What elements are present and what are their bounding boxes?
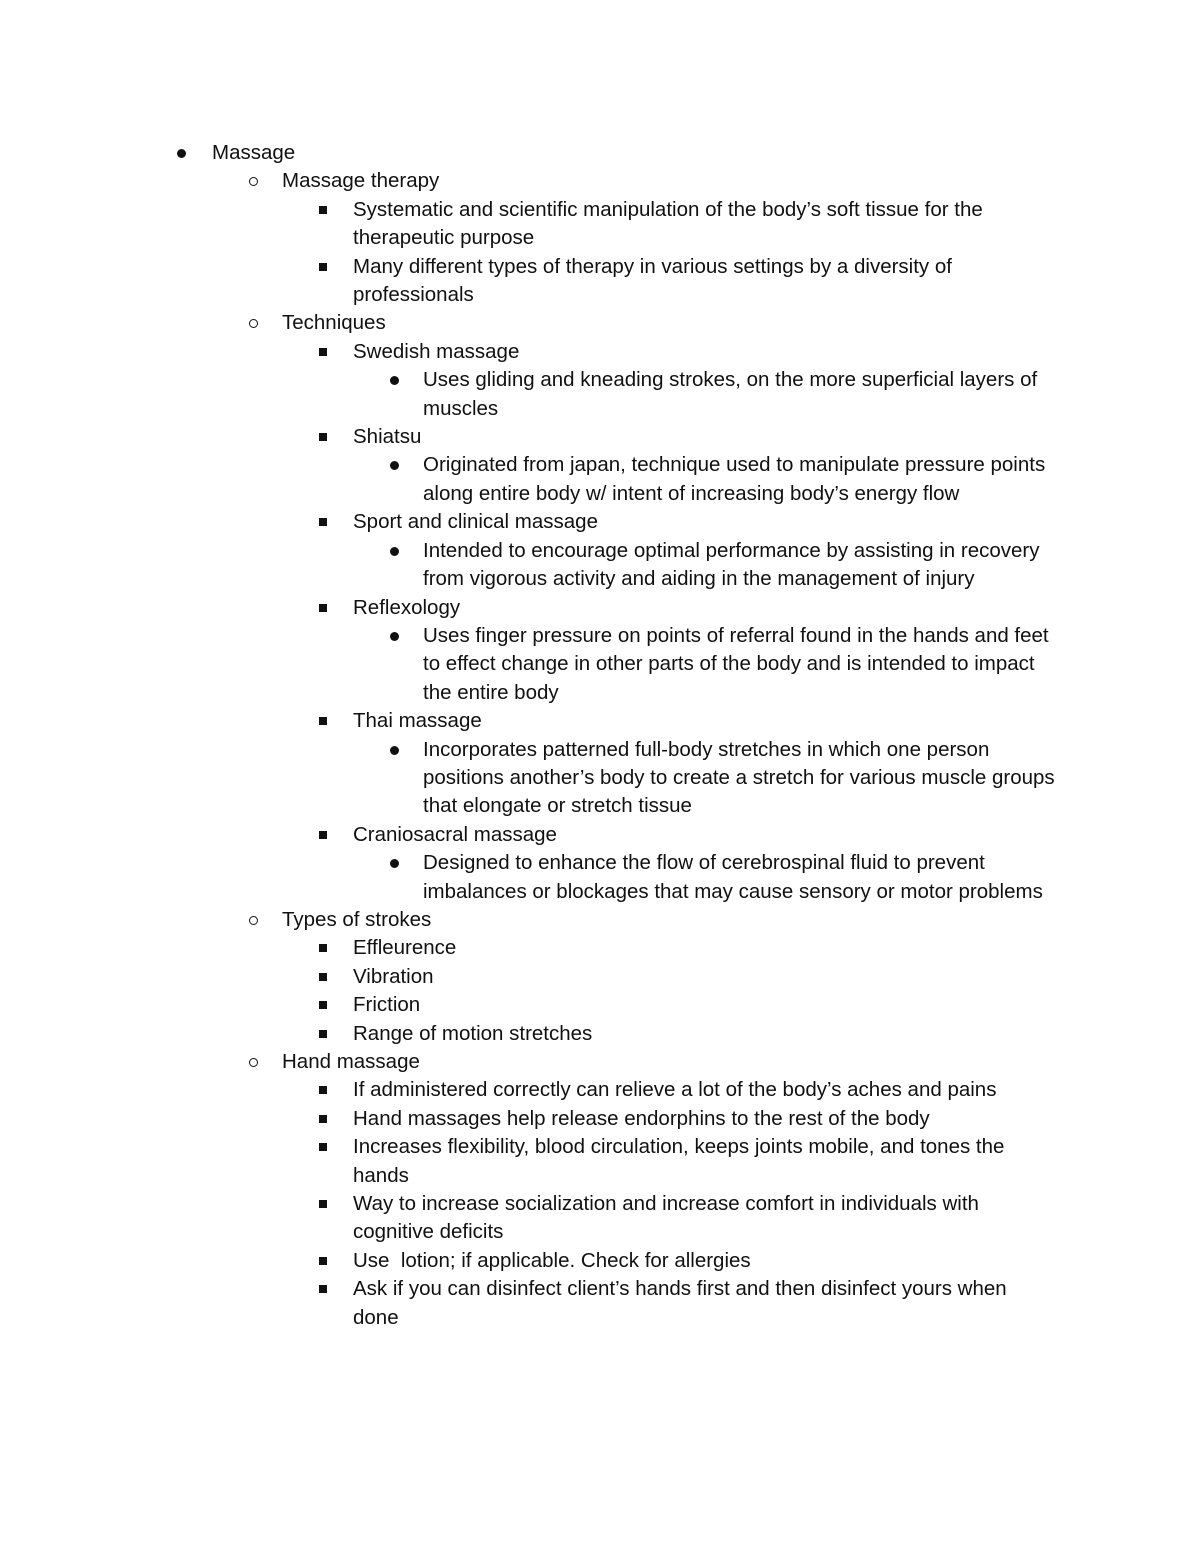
outline-item-technique [0,594,1053,622]
item-text: Techniques [282,311,386,335]
bullet-circle-icon [249,177,258,186]
bullet-square-icon [319,348,327,356]
bullet-square-icon [319,1001,327,1009]
outline-item-therapy-point [0,253,1053,310]
item-text: Ask if you can disinfect client’s hands first and then disinfect yours when done [353,1277,1007,1329]
outline-item-massage [0,139,1052,167]
bullet-square-icon [319,604,327,612]
outline-item-technique-desc [0,736,1063,821]
item-text: Uses finger pressure on points of referral found in the hands and feet to effect change in other parts of the body and is intended to impact the entire body [423,623,1049,704]
bullet-square-icon [319,518,327,526]
item-text: Massage therapy [282,169,440,193]
bullet-square-icon [319,263,327,271]
bullet-disc-icon [390,461,399,470]
item-text: Uses gliding and kneading strokes, on the more superficial layers of muscles [423,368,1038,420]
item-text: Hand massages help release endorphins to the rest of the body [353,1106,930,1130]
outline-item-technique [0,707,1053,735]
item-text: Incorporates patterned full-body stretches in which one person positions another’s body to create a stretch for various muscle groups that elongate or stretch tissue [423,737,1055,818]
bullet-square-icon [319,1143,327,1151]
bullet-square-icon [319,1200,327,1208]
bullet-circle-icon [249,916,258,925]
outline-item-technique-desc [0,537,1063,594]
outline-item-types-of-strokes [0,906,1052,934]
bullet-square-icon [319,1086,327,1094]
bullet-square-icon [319,944,327,952]
outline-item-technique [0,338,1053,366]
outline-item-hand-point [0,1275,1053,1332]
item-text: Vibration [353,964,434,988]
outline-item-technique [0,423,1053,451]
item-text: Craniosacral massage [353,822,557,846]
bullet-disc-icon [177,149,186,158]
bullet-square-icon [319,1285,327,1293]
item-text: Effleurence [353,936,457,960]
item-text: Way to increase socialization and increase comfort in individuals with cognitive deficits [353,1192,979,1244]
outline-item-hand-point [0,1076,1053,1104]
outline-item-hand-point [0,1190,1053,1247]
bullet-square-icon [319,206,327,214]
outline-item-hand-point [0,1247,1053,1275]
bullet-disc-icon [390,746,399,755]
item-text: Use lotion; if applicable. Check for allergies [353,1248,751,1272]
outline-item-stroke [0,963,1053,991]
outline-item-technique-desc [0,451,1063,508]
outline-item-therapy-point [0,196,1053,253]
outline-item-stroke [0,991,1053,1019]
bullet-square-icon [319,717,327,725]
outline-item-stroke [0,1020,1053,1048]
item-text: Systematic and scientific manipulation of the body’s soft tissue for the therapeutic purpose [353,197,983,250]
item-text: Friction [353,993,421,1017]
item-text: If administered correctly can relieve a lot of the body’s aches and pains [353,1078,997,1102]
item-text: Many different types of therapy in various settings by a diversity of professionals [353,254,952,307]
bullet-square-icon [319,831,327,839]
outline-item-hand-point [0,1105,1053,1133]
item-text: Designed to enhance the flow of cerebrospinal fluid to prevent imbalances or blockages that may cause sensory or motor problems [423,851,1043,903]
item-text: Shiatsu [353,425,422,449]
item-text: Thai massage [353,709,482,733]
item-text: Types of strokes [282,907,432,931]
bullet-circle-icon [249,1058,258,1067]
outline-item-stroke [0,934,1053,962]
outline-item-technique-desc [0,849,1063,906]
bullet-square-icon [319,1030,327,1038]
outline-item-hand-point [0,1133,1053,1190]
bullet-disc-icon [390,859,399,868]
outline-item-technique-desc [0,366,1063,423]
document-page [0,139,1200,1332]
bullet-disc-icon [390,376,399,385]
outline-item-technique [0,821,1053,849]
item-text: Increases flexibility, blood circulation, keeps joints mobile, and tones the hands [353,1135,1005,1187]
bullet-disc-icon [390,547,399,556]
outline-item-hand-massage [0,1048,1052,1076]
item-text: Hand massage [282,1050,420,1073]
item-text: Reflexology [353,595,461,619]
outline-item-techniques [0,309,1052,337]
outline-item-technique-desc [0,622,1063,707]
item-text: Originated from japan, technique used to manipulate pressure points along entire body w/ intent of increasing body’s energy flow [423,453,1046,505]
item-text: Range of motion stretches [353,1021,593,1045]
bullet-square-icon [319,1257,327,1265]
item-text: Swedish massage [353,339,520,363]
item-text: Sport and clinical massage [353,510,598,534]
bullet-square-icon [319,433,327,441]
outline-item-massage-therapy [0,167,1052,195]
outline-item-technique [0,508,1053,536]
bullet-square-icon [319,1115,327,1123]
bullet-disc-icon [390,632,399,641]
item-text: Massage [212,141,296,164]
item-text: Intended to encourage optimal performance by assisting in recovery from vigorous activity and aiding in the management of injury [423,538,1040,591]
bullet-circle-icon [249,319,258,328]
bullet-square-icon [319,973,327,981]
